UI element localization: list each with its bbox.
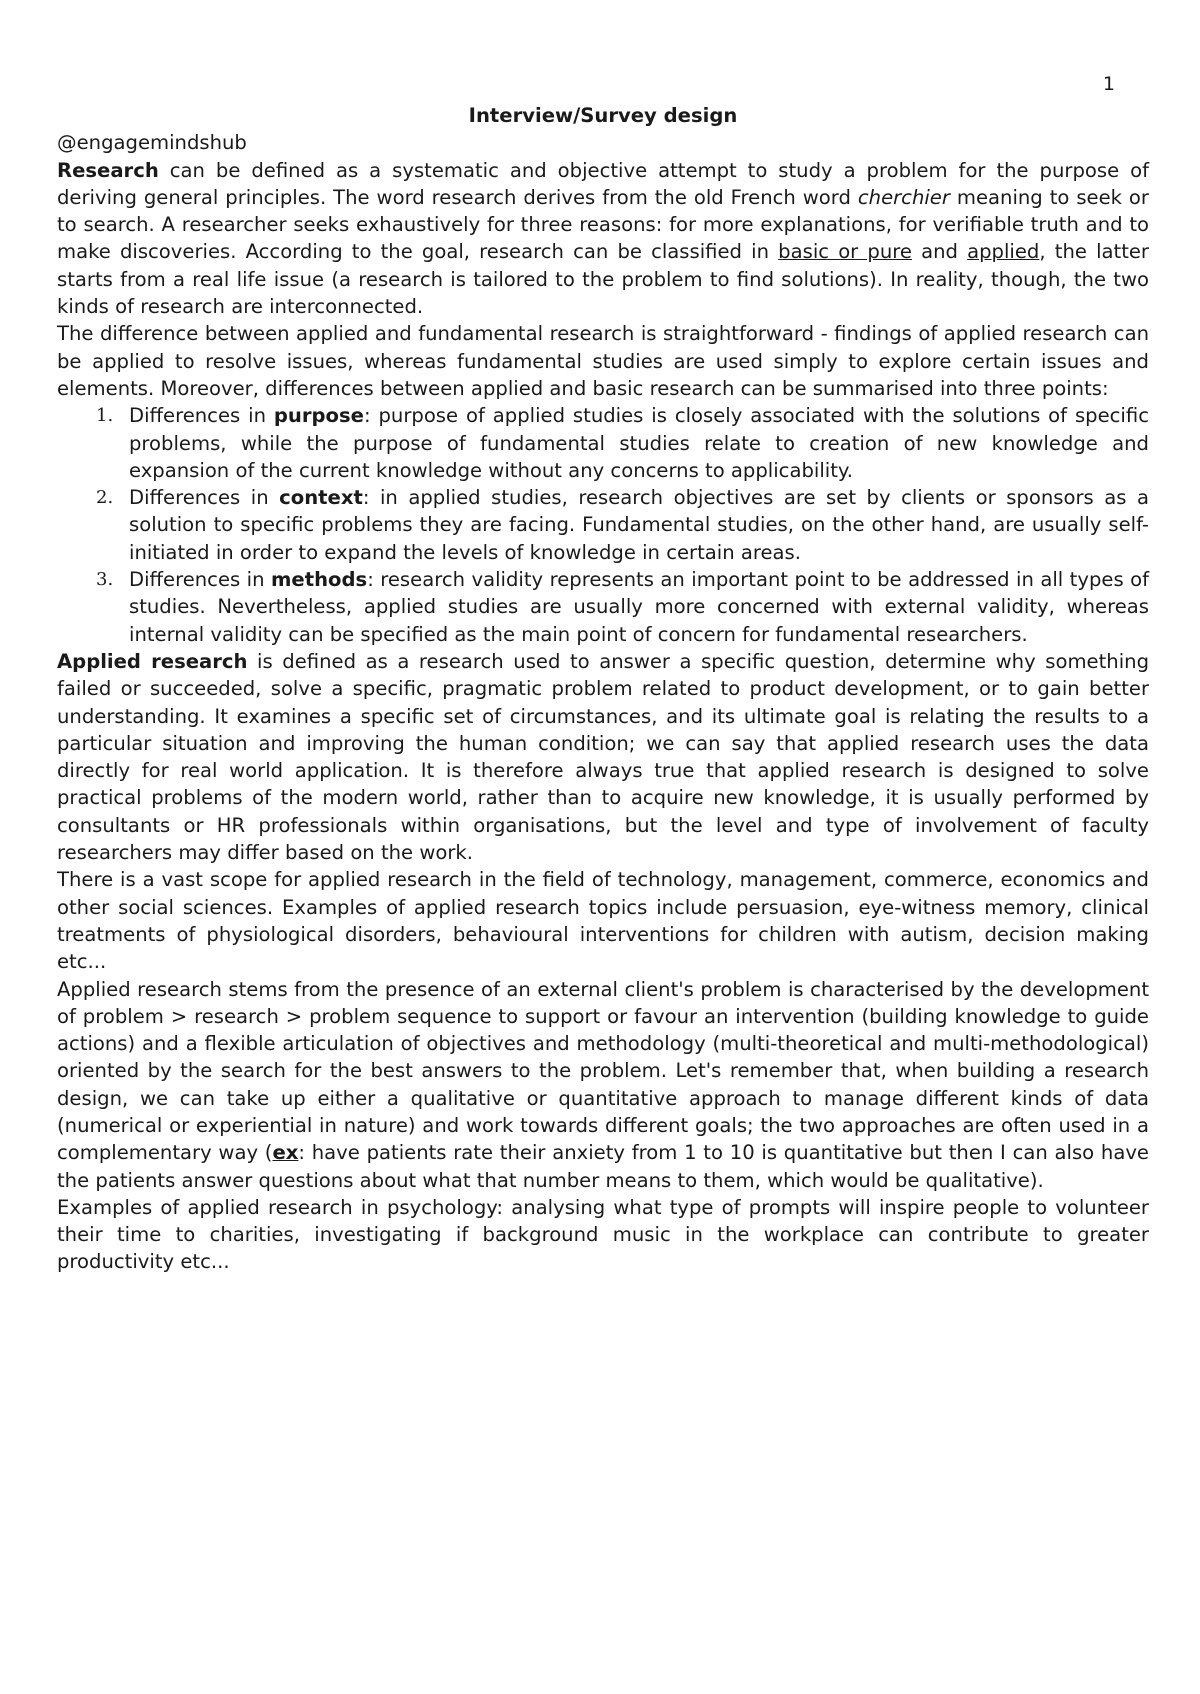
intro-and: and [911,240,968,264]
list-text: : research validity represents an important point to be addressed in all types of studies. Nevertheless, applied studies are usually more concerned with external validity, whereas internal validity can be specified as the main point of concern for fundamental researchers. [129,568,1149,646]
research-term: Research [57,158,159,182]
list-term: context [279,486,363,510]
list-item [96,402,1149,484]
intro-text-3: , the latter starts from a real life issue (a research is tailored to the problem to find solutions). In reality, though, the two kinds of research are interconnected. [57,240,1149,319]
list-number: 2. [96,487,114,509]
applied-term: applied [967,240,1040,264]
example-abbrev: ex [272,1141,299,1165]
list-number: 3. [96,569,114,591]
scope-paragraph: There is a vast scope for applied research in the field of technology, management, commerce, economics and other social sciences. Examples of applied research topics include persuasion, eye-witness memory, clinical treatments of physiological disorders, behavioural interventions for children with autism, decision making etc... [57,868,1149,974]
applied-research-paragraph [57,648,1149,866]
list-item [96,484,1149,566]
examples-paragraph: Examples of applied research in psychology: analysing what type of prompts will inspire people to volunteer their time to charities, investigating if background music in the workplace can contribute to greater productivity etc... [57,1195,1149,1274]
list-number: 1. [96,405,114,427]
list-term: methods [271,568,368,592]
intro-text-1: can be defined as a systematic and objective attempt to study a problem for the purpose of deriving general principles. The word research derives from the old French word [57,158,1149,209]
list-item [96,566,1149,648]
list-prefix: Differences in [129,568,272,592]
stems-paragraph [57,976,1149,1194]
list-text: : in applied studies, research objectives are set by clients or sponsors as a solution to specific problems they are facing. Fundamental studies, on the other hand, are usually self-initiated in order to expand the levels of knowledge in certain areas. [129,486,1149,564]
intro-text-2: meaning to seek or to search. A researcher seeks exhaustively for three reasons: for more explanations, for verifiable truth and to make discoveries. According to the goal, research can be classified in [57,185,1149,264]
list-term: purpose [273,404,364,428]
difference-paragraph: The difference between applied and fundamental research is straightforward - findings of applied research can be applied to resolve issues, whereas fundamental studies are used simply to explore certain issues and elements. Moreover, differences between applied and basic research can be summarised into three points: [57,322,1149,400]
applied-research-text: is defined as a research used to answer a specific question, determine why something failed or succeeded, solve a specific, pragmatic problem related to product development, or to gain better understanding. It examines a specific set of circumstances, and its ultimate goal is relating the results to a particular situation and improving the human condition; we can say that applied research uses the data directly for real world application. It is therefore always true that applied research is designed to solve practical problems of the modern world, rather than to acquire new knowledge, it is usually performed by consultants or HR professionals within organisations, but the level and type of involvement of faculty researchers may differ based on the work. [57,649,1150,865]
french-word: cherchier [857,185,950,209]
list-prefix: Differences in [129,486,280,510]
page-number: 1 [1102,73,1115,95]
list-text: : purpose of applied studies is closely associated with the solutions of specific problems, while the purpose of fundamental studies relate to creation of new knowledge and expansion of the current knowledge without any concerns to applicability. [129,404,1149,482]
list-prefix: Differences in [129,404,274,428]
author-handle: @engagemindshub [57,131,247,155]
applied-research-term: Applied research [57,649,248,673]
differences-list [57,402,1149,648]
document-title: Interview/Survey design [468,104,738,127]
intro-paragraph [57,157,1149,321]
stems-text-2: : have patients rate their anxiety from 1 to 10 is quantitative but then I can also have the patients answer questions about what that number means to them, which would be qualitative). [57,1141,1149,1192]
stems-text-1: Applied research stems from the presence of an external client's problem is characterised by the development of problem > research > problem sequence to support or favour an intervention (building knowledge to guide actions) and a flexible articulation of objectives and methodology (multi-theoretical and multi-methodological) oriented by the search for the best answers to the problem. Let's remember that, when building a research design, we can take up either a qualitative or quantitative approach to manage different kinds of data (numerical or experiential in nature) and work towards different goals; the two approaches are often used in a complementary way ( [57,977,1149,1165]
basic-pure-term: basic or pure [778,240,912,264]
document-body [57,102,1149,1276]
